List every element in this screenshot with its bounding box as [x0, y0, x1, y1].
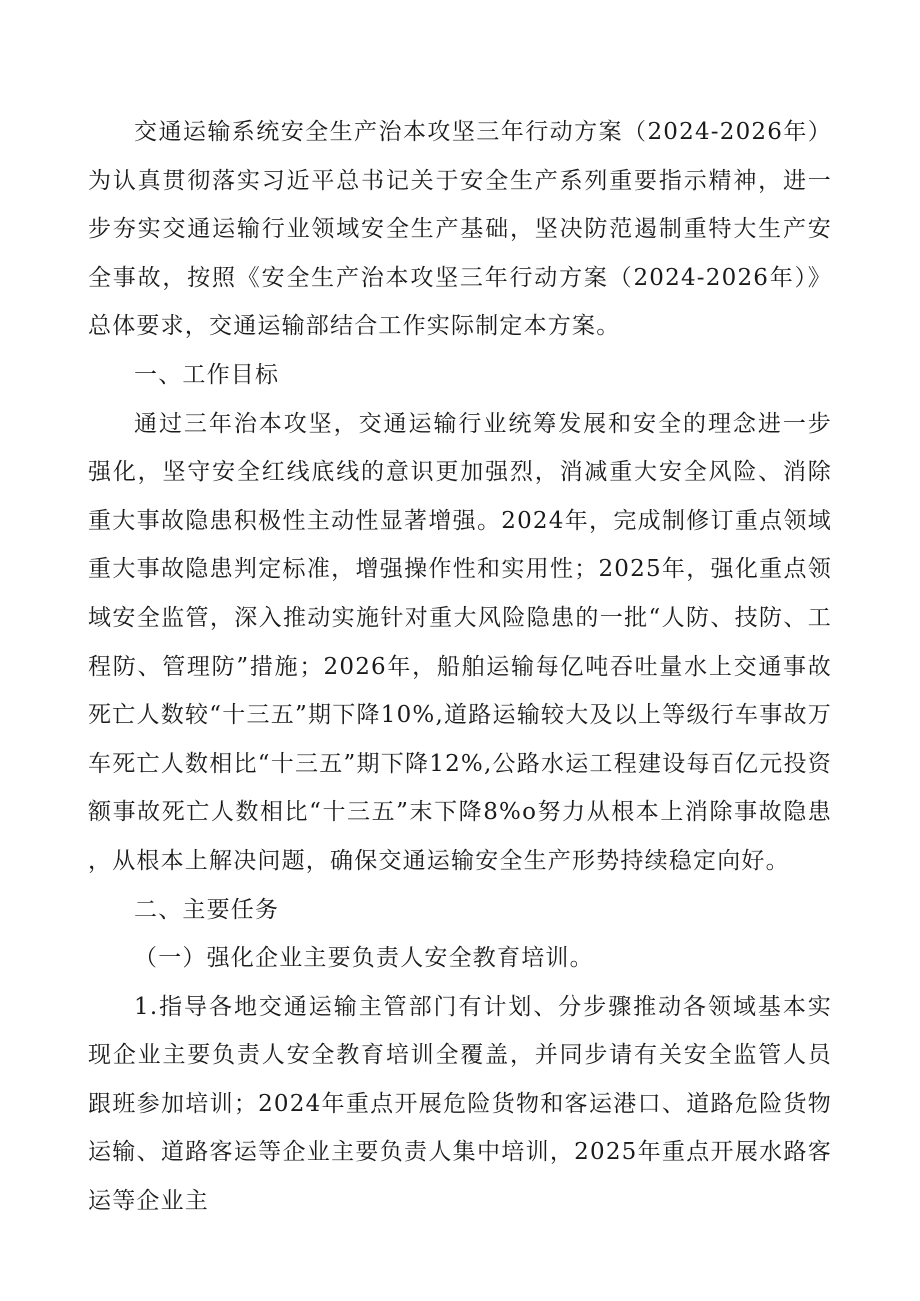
section-heading-tasks: 二、主要任务 [134, 896, 280, 923]
goals-paragraph: 通过三年治本攻坚，交通运输行业统筹发展和安全的理念进一步强化，坚守安全红线底线的意识更加强烈，消减重大安全风险、消除重大事故隐患积极性主动性显著增强。2024年，完成制修订重点领域重大事故隐患判定标准，增强操作性和实用性；2025年，强化重点领域安全监管，深入推动实施针对重大风险隐患的一批“人防、技防、工程防、管理防”措施；2026年，船舶运输每亿吨吞吐量水上交通事故死亡人数较“十三五”期下降10%,道路运输较大及以上等级行车事故万车死亡人数相比“十三五”期下降12%,公路水运工程建设每百亿元投资额事故死亡人数相比“十三五”末下降8%o努力从根本上消除事故隐患，从根本上解决问题，确保交通运输安全生产形势持续稳定向好。 [88, 410, 832, 874]
document-page [88, 108, 832, 1226]
intro-paragraph: 交通运输系统安全生产治本攻坚三年行动方案（2024-2026年）为认真贯彻落实习近平总书记关于安全生产系列重要指示精神，进一步夯实交通运输行业领域安全生产基础，坚决防范遏制重特大生产安全事故，按照《安全生产治本攻坚三年行动方案（2024-2026年）》总体要求，交通运输部结合工作实际制定本方案。 [88, 119, 832, 340]
section-heading-goals: 一、工作目标 [134, 361, 280, 388]
task-paragraph-1: 1.指导各地交通运输主管部门有计划、分步骤推动各领域基本实现企业主要负责人安全教育培训全覆盖，并同步请有关安全监管人员跟班参加培训；2024年重点开展危险货物和客运港口、道路危险货物运输、道路客运等企业主要负责人集中培训，2025年重点开展水路客运等企业主 [88, 993, 832, 1215]
subsection-heading-training: （一）强化企业主要负责人安全教育培训。 [134, 945, 594, 972]
